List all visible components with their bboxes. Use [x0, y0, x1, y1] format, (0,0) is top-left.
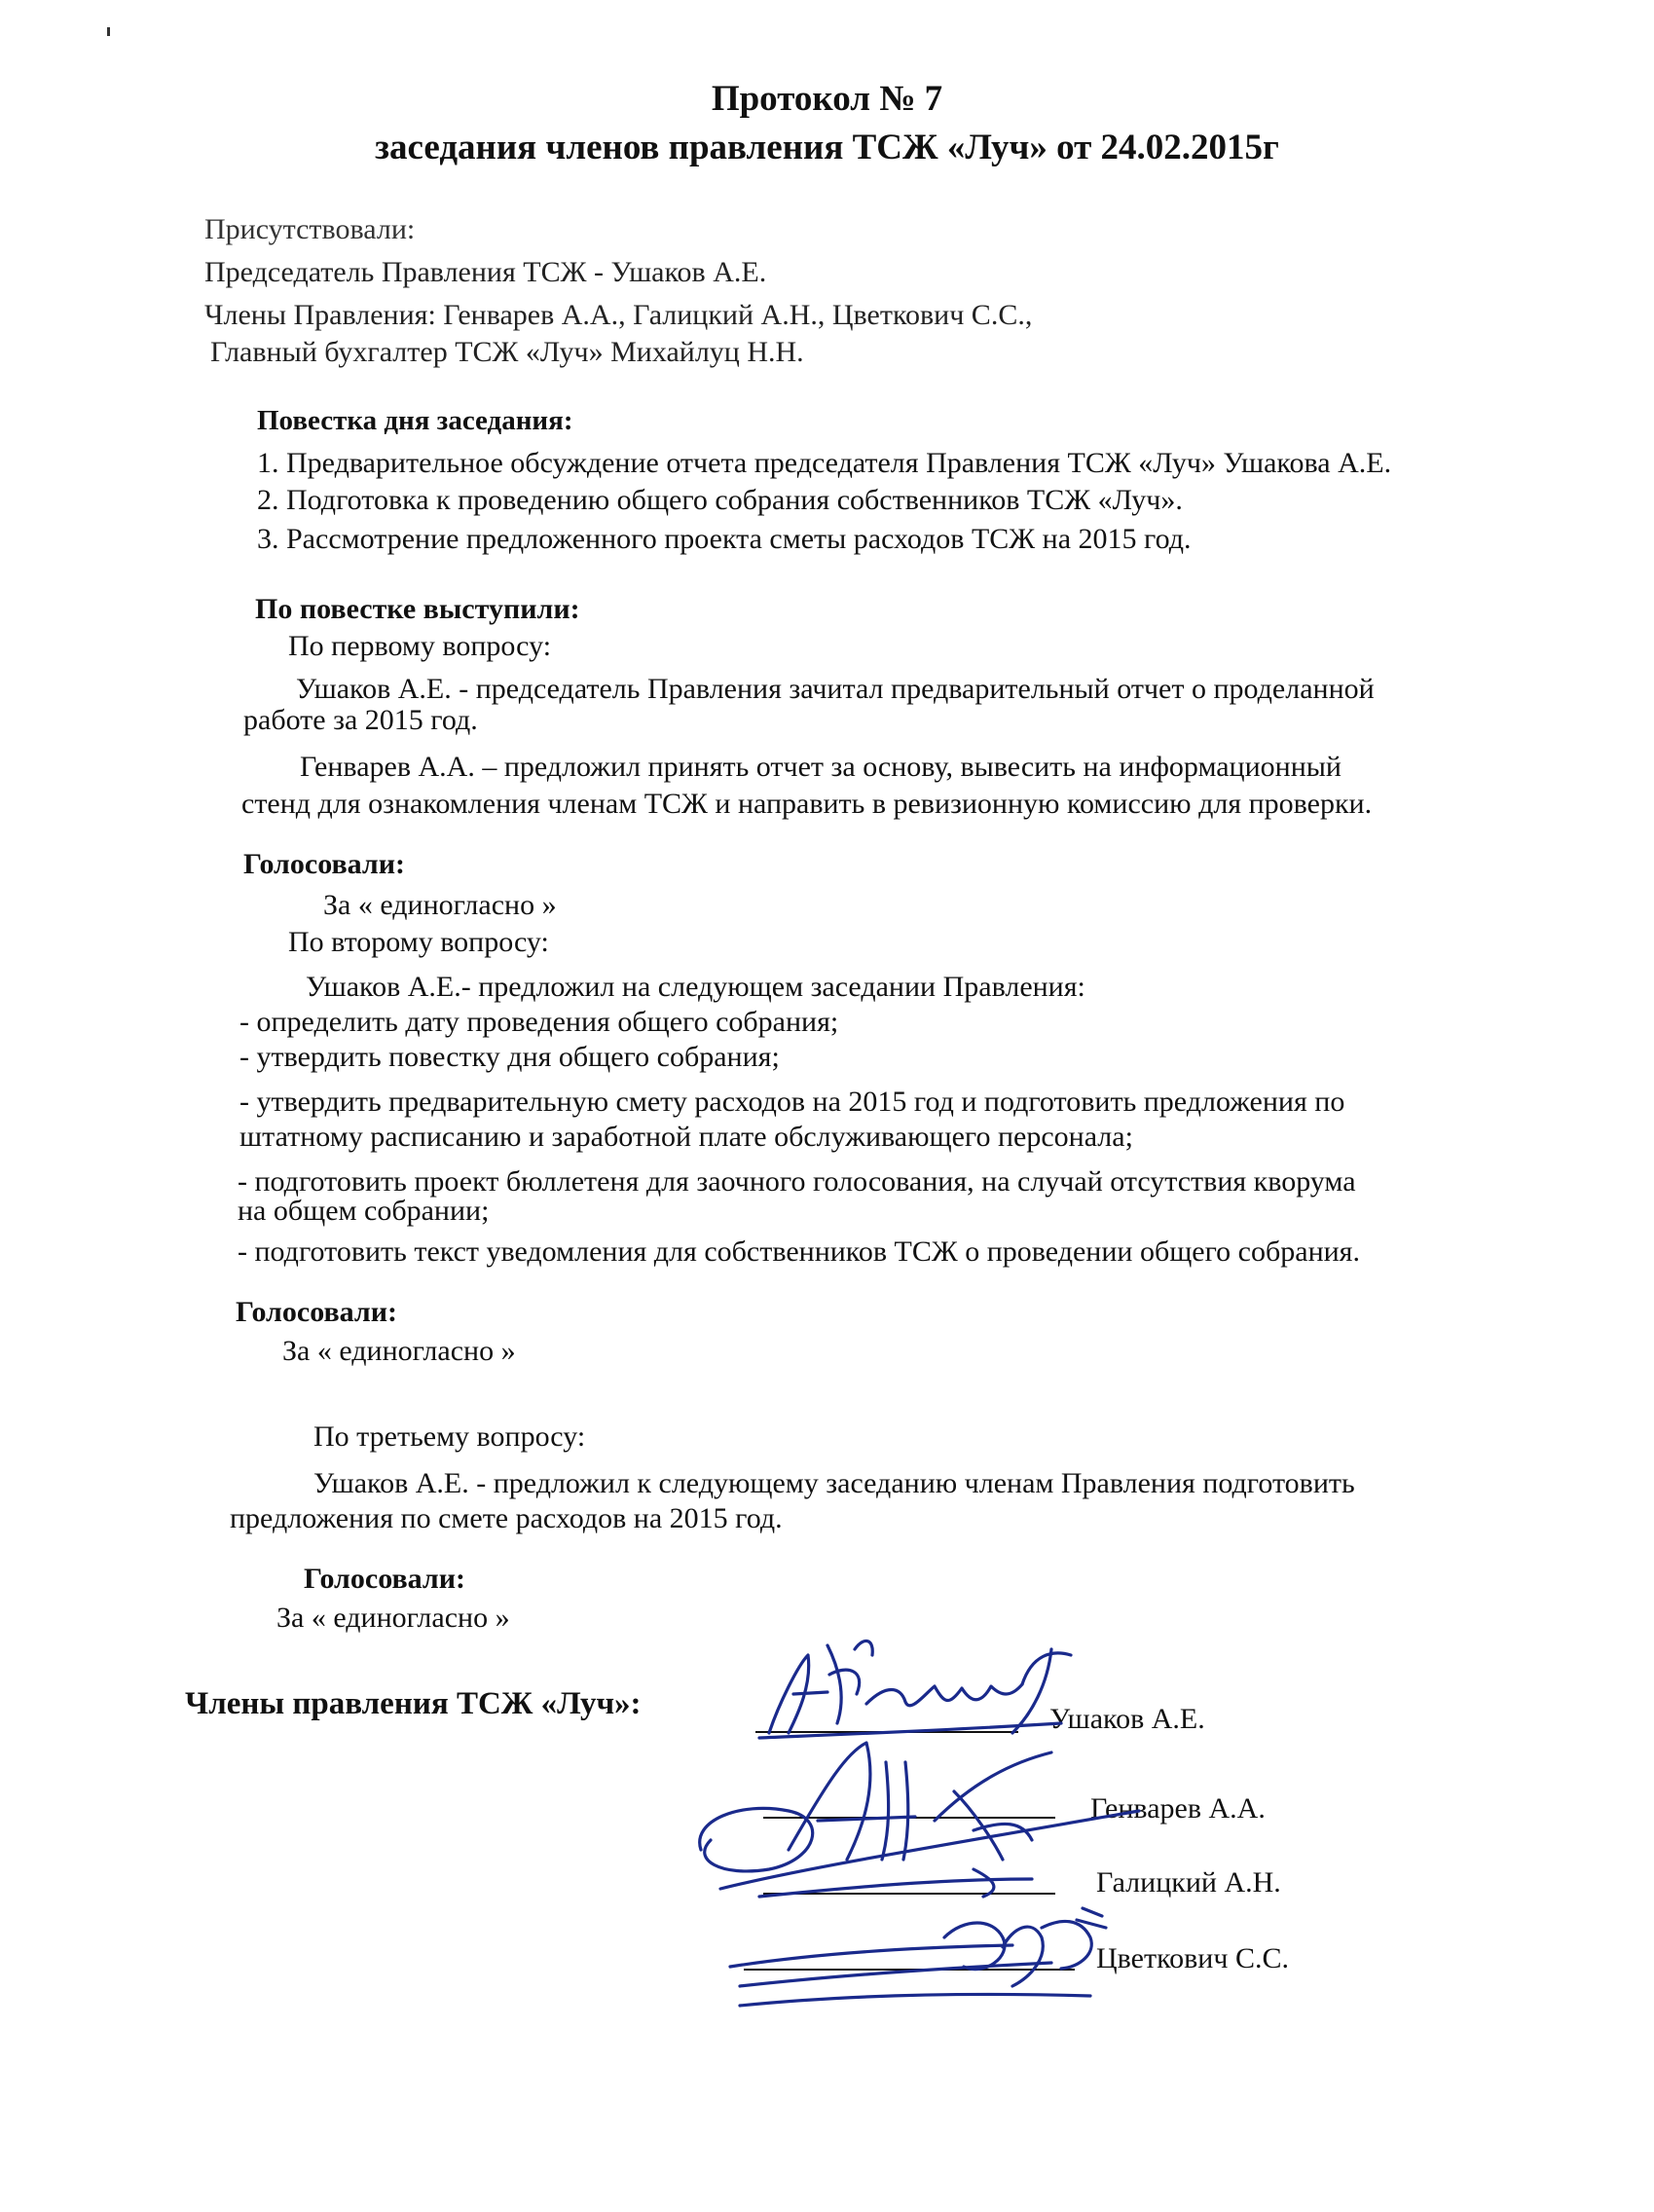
- signature-tsvetkovich: [720, 1899, 1129, 2025]
- q3-vote-result: За « единогласно »: [276, 1602, 510, 1634]
- q2-vote-result: За « единогласно »: [282, 1335, 516, 1367]
- q1-line-1: Ушаков А.Е. - председатель Правления зачитал предварительный отчет о проделанной: [296, 673, 1375, 705]
- signatory-name-4: Цветкович С.С.: [1096, 1942, 1289, 1974]
- q3-line-1: Ушаков А.Е. - предложил к следующему заседанию членам Правления подготовить: [313, 1467, 1355, 1499]
- doc-subtitle: заседания членов правления ТСЖ «Луч» от 24.02.2015г: [375, 128, 1279, 167]
- signatures-heading: Члены правления ТСЖ «Луч»:: [185, 1686, 642, 1721]
- agenda-item-3: 3. Рассмотрение предложенного проекта сметы расходов ТСЖ на 2015 год.: [257, 523, 1192, 555]
- signature-tsvetkovich-ink: [730, 1908, 1106, 2006]
- agenda-item-1: 1. Предварительное обсуждение отчета председателя Правления ТСЖ «Луч» Ушакова А.Е.: [257, 447, 1392, 479]
- attendee-chairman: Председатель Правления ТСЖ - Ушаков А.Е.: [204, 256, 767, 288]
- q2-line-7: - подготовить текст уведомления для собственников ТСЖ о проведении общего собрания.: [238, 1235, 1360, 1268]
- q1-vote-heading: Голосовали:: [243, 848, 406, 880]
- q2-line-2: - утвердить повестку дня общего собрания;: [239, 1041, 780, 1073]
- q1-line-3: Генварев А.А. – предложил принять отчет за основу, вывесить на информационный: [300, 751, 1342, 783]
- q2-line-6: на общем собрании;: [238, 1195, 490, 1227]
- agenda-item-2: 2. Подготовка к проведению общего собрания собственников ТСЖ «Луч».: [257, 484, 1183, 516]
- q2-line-5: - подготовить проект бюллетеня для заочного голосования, на случай отсутствия кворума: [238, 1165, 1356, 1198]
- signatory-name-2: Генварев А.А.: [1090, 1792, 1266, 1825]
- q2-intro: Ушаков А.Е.- предложил на следующем заседании Правления:: [306, 971, 1085, 1003]
- attendee-accountant: Главный бухгалтер ТСЖ «Луч» Михайлуц Н.Н.: [210, 336, 804, 368]
- q2-line-3: - утвердить предварительную смету расходов на 2015 год и подготовить предложения по: [239, 1086, 1345, 1118]
- signature-genvarev: [681, 1723, 1149, 1908]
- agenda-heading: Повестка дня заседания:: [257, 405, 573, 436]
- signatory-name-1: Ушаков А.Е.: [1049, 1703, 1205, 1735]
- q2-line-4: штатному расписанию и заработной плате обслуживающего персонала;: [239, 1121, 1133, 1153]
- scan-mark: [107, 27, 110, 36]
- q2-vote-heading: Голосовали:: [236, 1296, 398, 1328]
- q1-vote-result: За « единогласно »: [323, 889, 557, 921]
- q2-line-1: - определить дату проведения общего собрания;: [239, 1006, 839, 1038]
- attendee-members: Члены Правления: Генварев А.А., Галицкий А.Н., Цветкович С.С.,: [204, 299, 1033, 331]
- signature-genvarev-ink: [700, 1743, 1139, 1897]
- discussion-heading: По повестке выступили:: [255, 593, 580, 625]
- q2-label: По второму вопросу:: [288, 926, 549, 958]
- doc-title: Протокол № 7: [711, 79, 943, 119]
- q3-vote-heading: Голосовали:: [304, 1563, 466, 1595]
- signatory-name-3: Галицкий А.Н.: [1096, 1866, 1281, 1899]
- q3-line-2: предложения по смете расходов на 2015 год.: [230, 1502, 783, 1534]
- q1-line-2: работе за 2015 год.: [243, 704, 478, 736]
- q1-line-4: стенд для ознакомления членам ТСЖ и направить в ревизионную комиссию для проверки.: [241, 788, 1373, 820]
- q3-label: По третьему вопросу:: [313, 1420, 586, 1453]
- q1-label: По первому вопросу:: [288, 630, 552, 662]
- attendees-heading: Присутствовали:: [204, 213, 416, 245]
